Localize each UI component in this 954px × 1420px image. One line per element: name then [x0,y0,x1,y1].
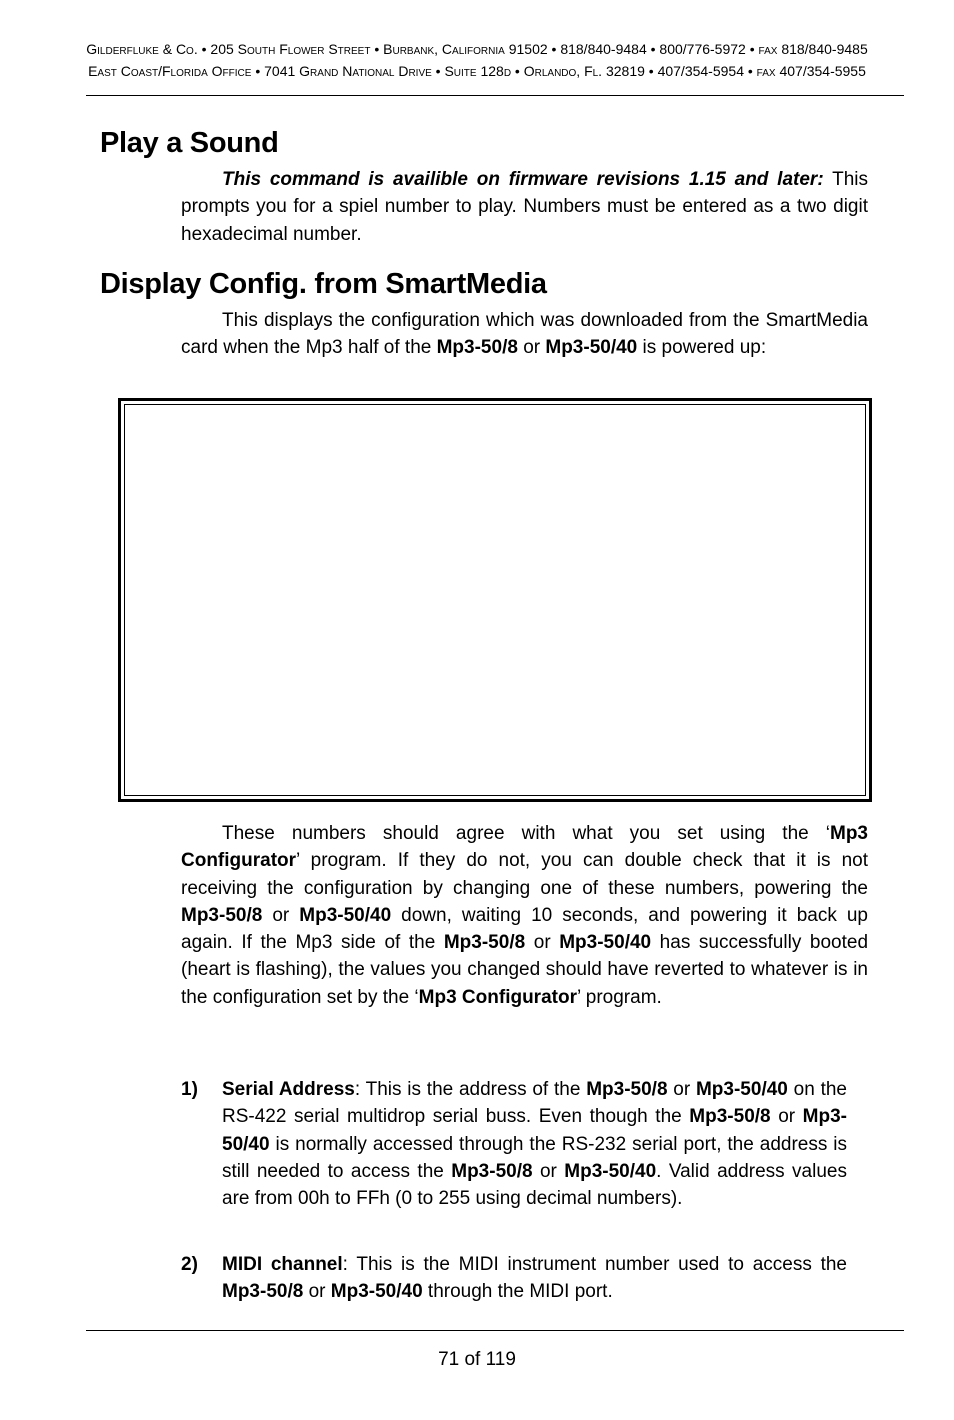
list-number: 2) [181,1254,198,1275]
list-number: 1) [181,1079,198,1100]
section-title-play-sound: Play a Sound [100,127,279,159]
list-item: 2) MIDI channel: This is the MIDI instrument number used to access the Mp3-50/8 or Mp3-50/40 through the MIDI port. [181,1251,847,1306]
display-config-description: This displays the configuration which was downloaded from the SmartMedia card when the Mp3 half of the Mp3-50/8 or Mp3-50/40 is powered up: [181,310,868,359]
page-number: 71 of 119 [438,1349,516,1370]
footer-divider [86,1330,904,1331]
header-address-line-2: East Coast/Florida Office • 7041 Grand National Drive • Suite 128d • Orlando, Fl. 32819 • 407/354-5954 • fax 407/354-5955 [88,63,866,79]
configuration-check-paragraph: These numbers should agree with what you set using the ‘Mp3 Configurator’ program. If they do not, you can double check that it is not receiving the configuration by changing one of these numbers, powering the Mp3-50/8 or Mp3-50/40 down, waiting 10 seconds, and powering it back up again. If the Mp3 side of the Mp3-50/8 or Mp3-50/40 has successfully booted (heart is flashing), the values you changed should have reverted to whatever is in the configuration set by the ‘Mp3 Configurator’ program. [181,823,869,1008]
list-item: 1) Serial Address: This is the address of the Mp3-50/8 or Mp3-50/40 on the RS-422 serial multidrop serial buss. Even though the Mp3-50/8 or Mp3-50/40 is normally accessed through the RS-232 serial port, the address is still needed to access the Mp3-50/8 or Mp3-50/40. Valid address values are from 00h to FFh (0 to 255 using decimal numbers). [181,1076,847,1212]
config-display-frame [118,398,872,802]
config-display-area [124,404,866,796]
header-address-line-1: Gilderfluke & Co. • 205 South Flower Street • Burbank, California 91502 • 818/840-9484 • 800/776-5972 • fax 818/840-9485 [86,41,868,57]
play-sound-description: This command is availible on firmware revisions 1.15 and later: This prompts you for a spiel number to play. Numbers must be entered as a two digit hexadecimal number. [181,169,868,245]
header-divider [86,95,904,96]
list-item-label: MIDI channel [222,1254,343,1275]
company-name: Gilderfluke [86,41,159,57]
section-title-display-config: Display Config. from SmartMedia [100,268,547,300]
list-item-label: Serial Address [222,1079,355,1100]
